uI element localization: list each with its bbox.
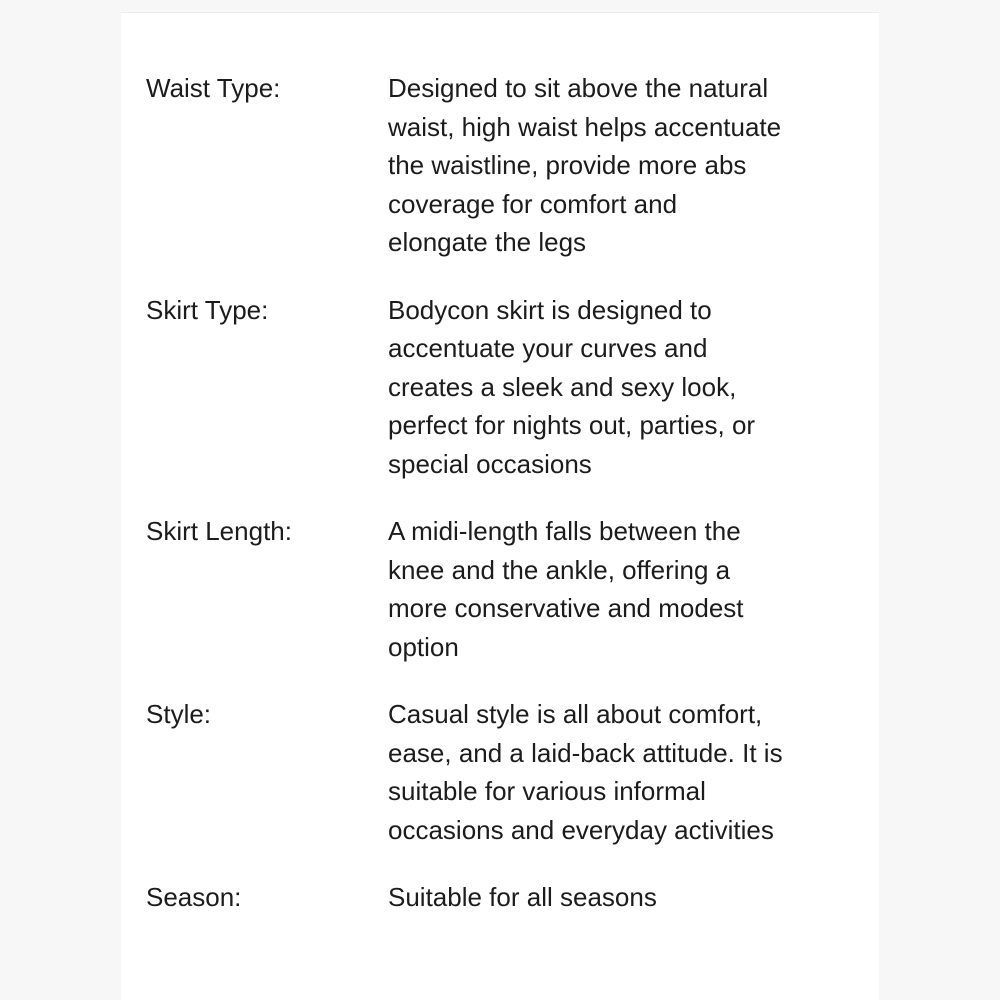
spec-value [388, 69, 858, 262]
spec-value-line: more conservative and modest [388, 593, 744, 623]
spec-label: Style: [146, 699, 212, 729]
spec-row-skirt-type [146, 291, 879, 484]
spec-value-line: creates a sleek and sexy look, [388, 371, 737, 402]
spec-value-line: Bodycon skirt is designed to [388, 294, 712, 325]
spec-value [388, 878, 858, 917]
spec-row-style [146, 695, 879, 849]
spec-value-line: waist, high waist helps accentuate [388, 111, 782, 142]
spec-value-line: ease, and a laid-back attitude. It is [388, 737, 783, 768]
spec-value-line: Casual style is all about comfort, [388, 699, 763, 729]
spec-value-line: option [388, 631, 459, 662]
spec-value-line: coverage for comfort and [388, 188, 678, 219]
spec-value-line: perfect for nights out, parties, or [388, 410, 756, 440]
spec-label: Skirt Type: [146, 294, 269, 325]
spec-value-line: knee and the ankle, offering a [388, 554, 731, 585]
spec-label: Skirt Length: [146, 516, 292, 546]
spec-value [388, 512, 858, 666]
spec-value-line: A midi-length falls between the [388, 516, 741, 546]
spec-value-line: occasions and everyday activities [388, 814, 774, 845]
product-spec-card [121, 12, 879, 1000]
spec-label: Season: [146, 882, 242, 912]
spec-value-line: Suitable for all seasons [388, 882, 657, 912]
spec-value-line: accentuate your curves and [388, 333, 708, 363]
spec-value-line: elongate the legs [388, 227, 587, 257]
spec-row-skirt-length [146, 512, 879, 666]
spec-value-line: suitable for various informal [388, 776, 706, 806]
spec-value-line: Designed to sit above the natural [388, 73, 769, 103]
spec-value-line: special occasions [388, 448, 592, 479]
spec-value-line: the waistline, provide more abs [388, 150, 747, 180]
spec-row-waist-type [146, 69, 879, 262]
spec-label: Waist Type: [146, 73, 281, 103]
spec-value [388, 695, 858, 849]
spec-row-season [146, 878, 879, 917]
spec-value [388, 291, 858, 484]
